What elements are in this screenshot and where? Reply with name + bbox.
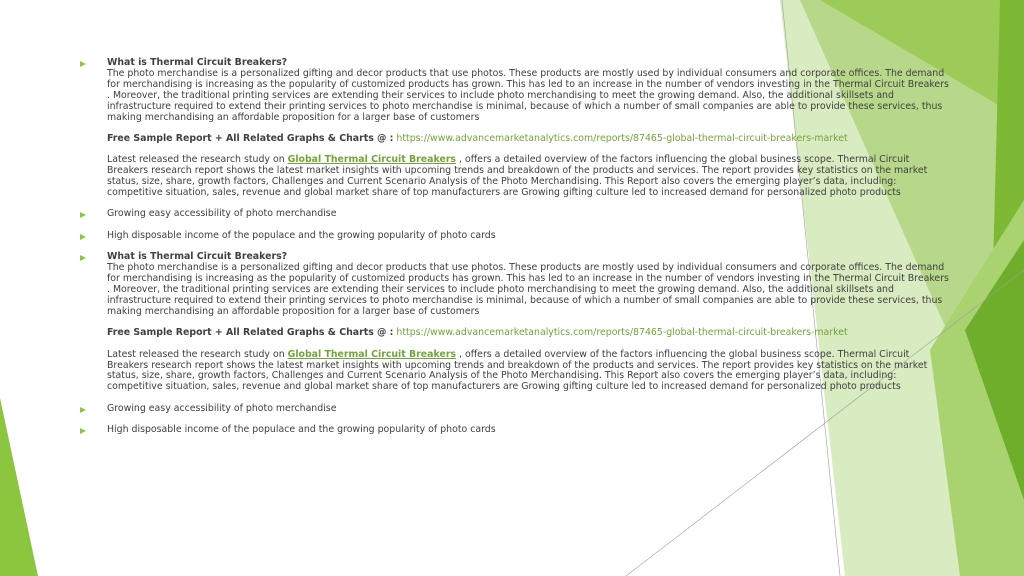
list-item-accessibility-2 bbox=[80, 404, 950, 415]
sample-report-line bbox=[107, 328, 950, 339]
arrow-bullet-icon bbox=[80, 255, 86, 261]
latest-study-text: , offers a detailed overview of the factors influencing the global business scope. Thermal Circuit Breakers research report shows the latest market insights with upcoming trends and breakdown of the products and services. The report provides key statistics on the market status, size, share, growth factors, Challenges and Current Scenario Analysis of the Photo Merchandising. This Report also covers the emerging player’s data, including: competitive situation, sales, revenue and global market share of top manufacturers are Growing gifting culture led to increased demand for personalized photo products bbox=[107, 348, 928, 393]
bullet-text: Growing easy accessibility of photo merchandise bbox=[107, 208, 337, 220]
list-item-income-2 bbox=[80, 425, 950, 436]
global-thermal-circuit-breakers-link[interactable]: Global Thermal Circuit Breakers bbox=[287, 348, 457, 360]
bullet-text: Growing easy accessibility of photo merchandise bbox=[107, 402, 337, 414]
latest-study-paragraph bbox=[107, 155, 950, 199]
sample-report-label: Free Sample Report + All Related Graphs & Charts @ : bbox=[107, 327, 394, 339]
arrow-bullet-icon bbox=[80, 234, 86, 240]
list-item-overview-2 bbox=[80, 252, 950, 393]
list-item-overview-1 bbox=[80, 58, 950, 199]
section-heading: What is Thermal Circuit Breakers? bbox=[107, 57, 288, 68]
bullet-text: High disposable income of the populace and the growing popularity of photo cards bbox=[107, 424, 496, 436]
slide-content bbox=[80, 58, 950, 436]
overview-paragraph: The photo merchandise is a personalized gifting and decor products that use photos. These products are mostly used by individual consumers and corporate offices. The demand for merchandising is increasing as the popularity of customized products has grown. This has led to an increase in the number of vendors investing in the Thermal Circuit Breakers . Moreover, the traditional printing services are extending their services to include photo merchandising to meet the growing demand. Also, the additional skillsets and infrastructure required to extend their printing services to photo merchandise is minimal, because of which a number of small companies are able to provide these services, thus making merchandising an affordable proposition for a larger base of customers bbox=[107, 67, 949, 123]
left-green-strip bbox=[0, 398, 38, 576]
latest-study-prefix: Latest released the research study on bbox=[107, 154, 285, 166]
overview-paragraph: The photo merchandise is a personalized gifting and decor products that use photos. These products are mostly used by individual consumers and corporate offices. The demand for merchandising is increasing as the popularity of customized products has grown. This has led to an increase in the number of vendors investing in the Thermal Circuit Breakers . Moreover, the traditional printing services are extending their services to include photo merchandising to meet the growing demand. Also, the additional skillsets and infrastructure required to extend their printing services to photo merchandise is minimal, because of which a number of small companies are able to provide these services, thus making merchandising an affordable proposition for a larger base of customers bbox=[107, 262, 949, 317]
sample-report-link[interactable]: https://www.advancemarketanalytics.com/reports/87465-global-thermal-circuit-breakers-market bbox=[396, 132, 848, 144]
sample-report-link[interactable]: https://www.advancemarketanalytics.com/reports/87465-global-thermal-circuit-breakers-market bbox=[396, 327, 848, 339]
bullet-text: High disposable income of the populace and the growing popularity of photo cards bbox=[107, 229, 496, 241]
latest-study-prefix: Latest released the research study on bbox=[107, 348, 285, 360]
sample-report-label: Free Sample Report + All Related Graphs & Charts @ : bbox=[107, 132, 394, 144]
section-heading: What is Thermal Circuit Breakers? bbox=[107, 251, 288, 263]
arrow-bullet-icon bbox=[80, 212, 86, 218]
arrow-bullet-icon bbox=[80, 61, 86, 67]
arrow-bullet-icon bbox=[80, 407, 86, 413]
list-item-income-1 bbox=[80, 231, 950, 242]
latest-study-text: , offers a detailed overview of the factors influencing the global business scope. Thermal Circuit Breakers research report shows the latest market insights with upcoming trends and breakdown of the products and services. The report provides key statistics on the market status, size, share, growth factors, Challenges and Current Scenario Analysis of the Photo Merchandising. This Report also covers the emerging player’s data, including: competitive situation, sales, revenue and global market share of top manufacturers are Growing gifting culture led to increased demand for personalized photo products bbox=[107, 154, 928, 199]
global-thermal-circuit-breakers-link[interactable]: Global Thermal Circuit Breakers bbox=[287, 154, 457, 166]
latest-study-paragraph bbox=[107, 350, 950, 394]
sample-report-line bbox=[107, 134, 950, 145]
arrow-bullet-icon bbox=[80, 428, 86, 434]
list-item-accessibility-1 bbox=[80, 209, 950, 220]
